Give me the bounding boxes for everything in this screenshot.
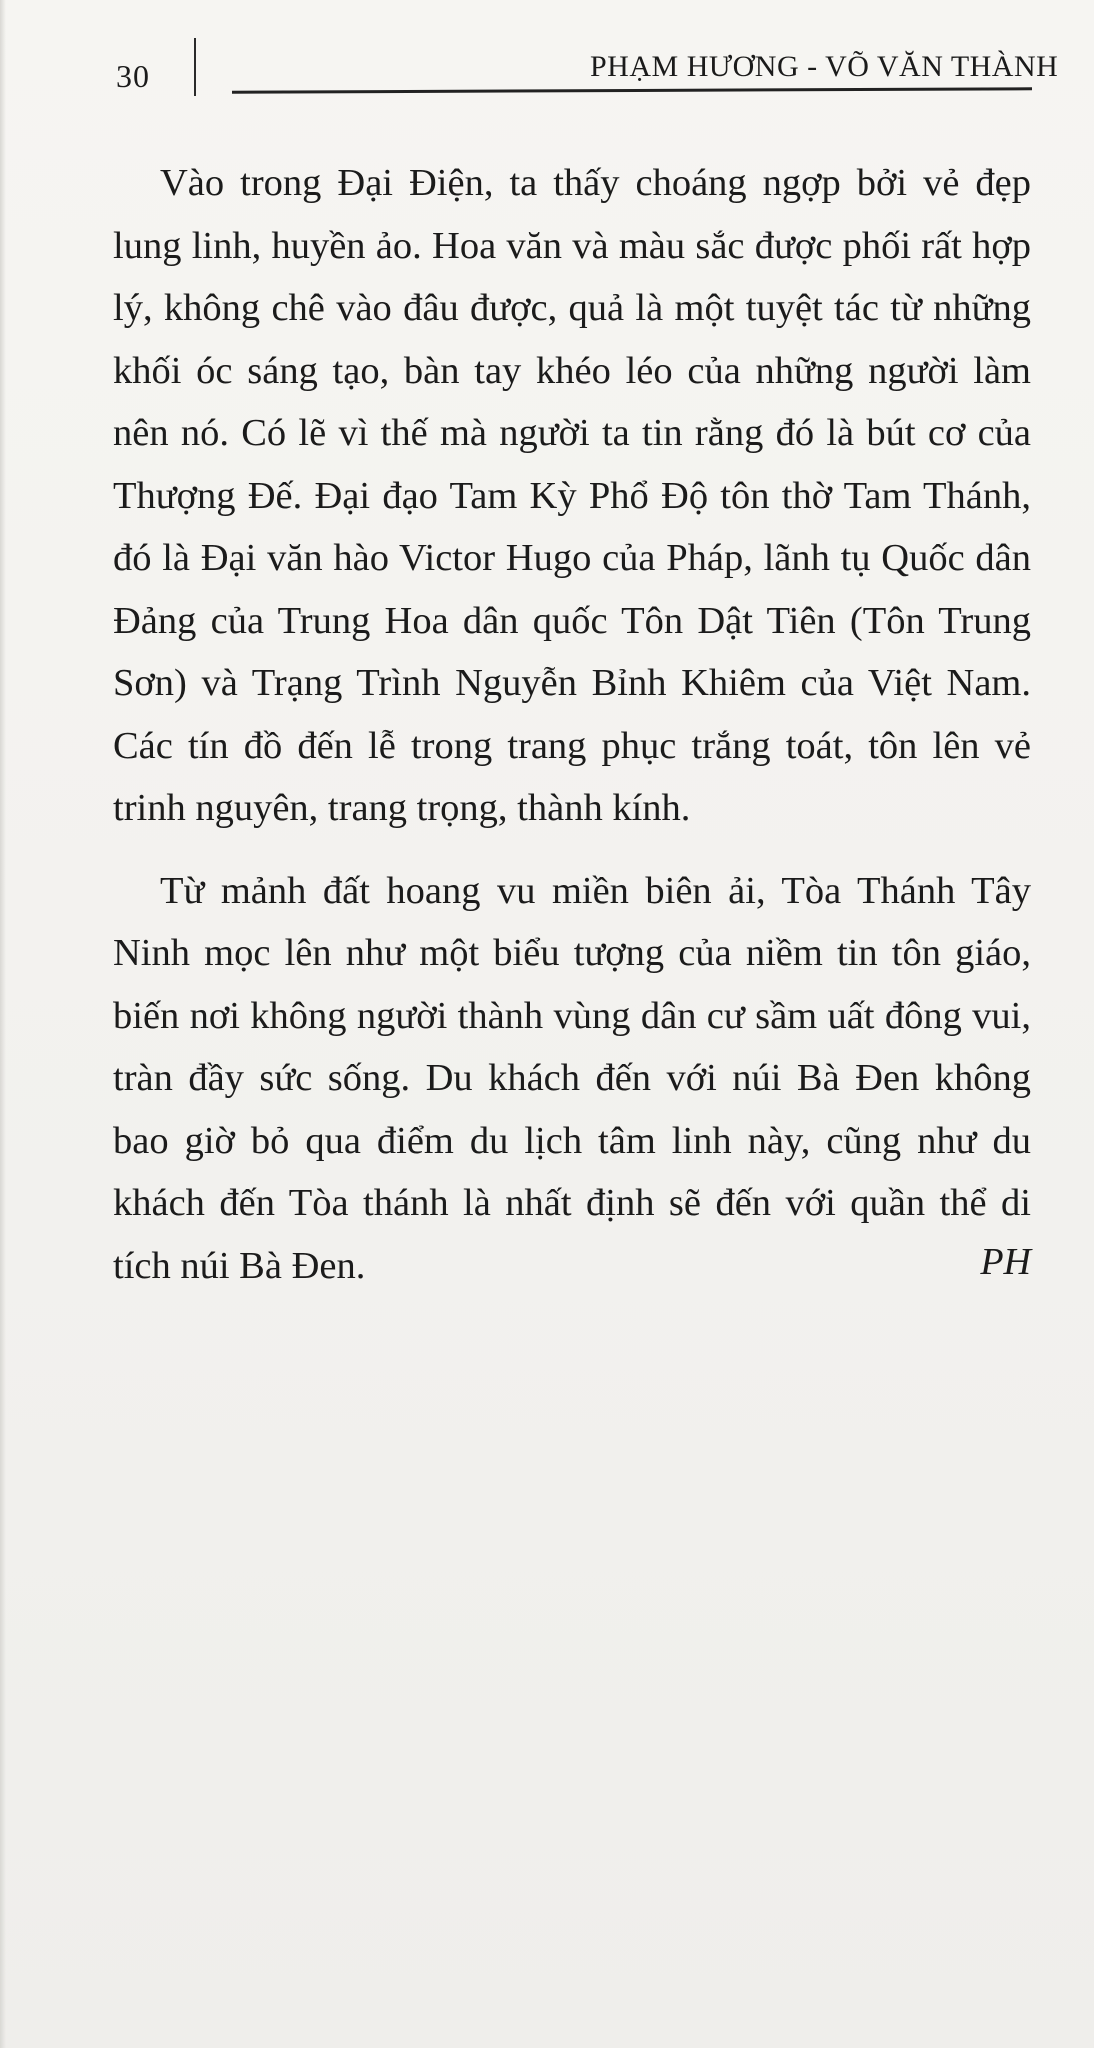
page-number: 30 xyxy=(116,58,150,94)
paragraph: Từ mảnh đất hoang vu miền biên ải, Tòa Thánh Tây Ninh mọc lên như một biểu tượng của niềm tin tôn giáo, biến nơi không người thành vùng dân cư sầm uất đông vui, tràn đầy sức sống. Du khách đến với núi Bà Đen không bao giờ bỏ qua điểm du lịch tâm linh này, cũng như du khách đến Tòa thánh là nhất định sẽ đến với quần thể di tích núi Bà Đen. xyxy=(113,869,1031,1287)
header-vertical-rule xyxy=(194,38,196,96)
header-horizontal-rule xyxy=(232,87,1032,93)
author-signature: PH xyxy=(980,1241,1031,1283)
running-head xyxy=(0,0,1094,110)
body-text xyxy=(113,152,1031,1297)
running-title: PHẠM HƯƠNG - VÕ VĂN THÀNH xyxy=(590,50,1059,83)
page-gutter-shadow xyxy=(0,0,6,2048)
paragraph: Vào trong Đại Điện, ta thấy choáng ngợp bởi vẻ đẹp lung linh, huyền ảo. Hoa văn và màu sắc được phối rất hợp lý, không chê vào đâu được, quả là một tuyệt tác từ những khối óc sáng tạo, bàn tay khéo léo của những người làm nên nó. Có lẽ vì thế mà người ta tin rằng đó là bút cơ của Thượng Đế. Đại đạo Tam Kỳ Phổ Độ tôn thờ Tam Thánh, đó là Đại văn hào Victor Hugo của Pháp, lãnh tụ Quốc dân Đảng của Trung Hoa dân quốc Tôn Dật Tiên (Tôn Trung Sơn) và Trạng Trình Nguyễn Bỉnh Khiêm của Việt Nam. Các tín đồ đến lễ trong trang phục trắng toát, tôn lên vẻ trinh nguyên, trang trọng, thành kính. xyxy=(113,162,1031,829)
